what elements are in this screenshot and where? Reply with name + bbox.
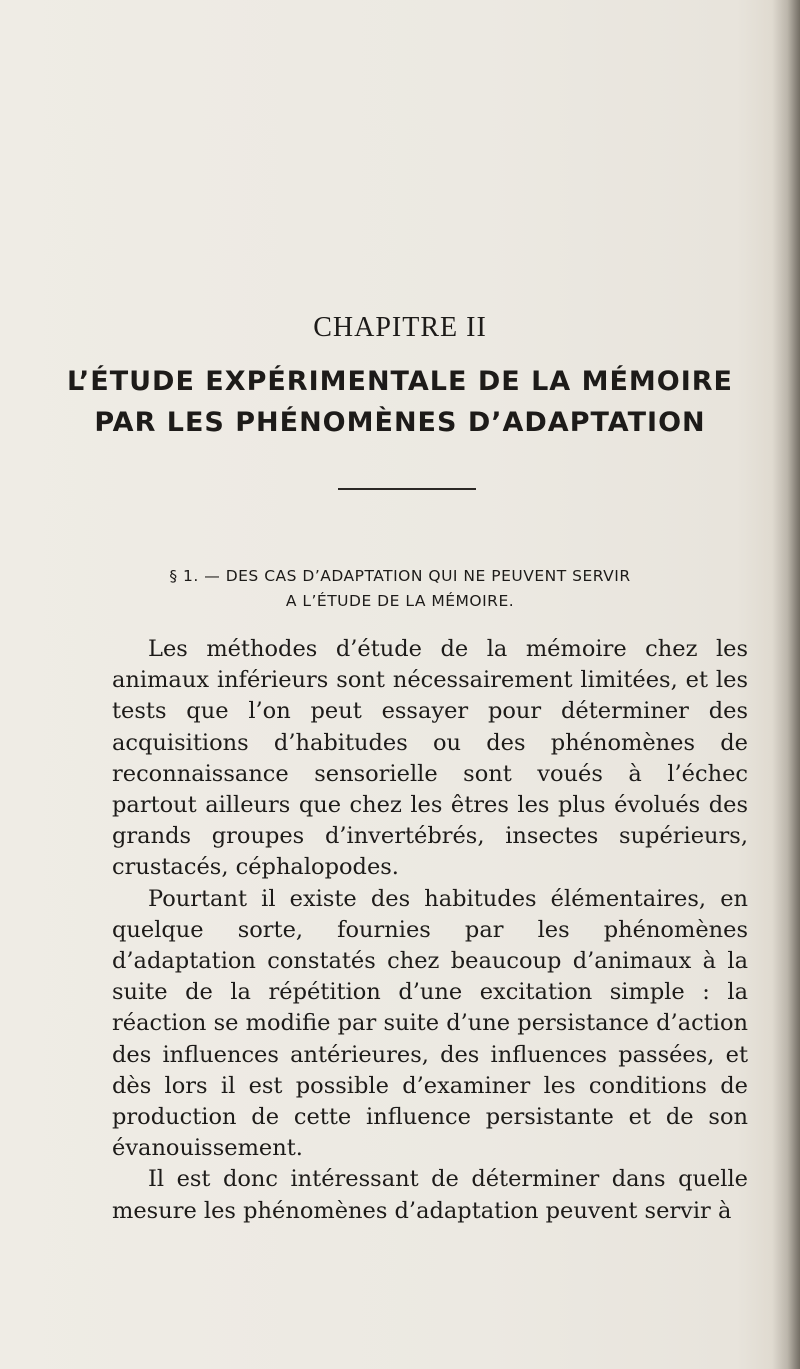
chapter-title-line-2: PAR LES PHÉNOMÈNES D’ADAPTATION	[94, 407, 706, 438]
paragraph-3: Il est donc intéressant de déterminer dans quelle mesure les phénomènes d’adaptation peuvent servir à	[112, 1166, 748, 1224]
page-edge-shadow	[772, 0, 800, 1369]
paragraph-2: Pourtant il existe des habitudes élémentaires, en quelque sorte, fournies par les phénomènes d’adaptation constatés chez beaucoup d’animaux à la suite de la répétition d’une excitation simple : la réaction se modifie par suite d’une persistance d’action des influences antérieures, des influences passées, et dès lors il est possible d’examiner les conditions de production de cette influence persistante et de son évanouissement.	[112, 885, 748, 1162]
chapter-heading: CHAPITRE II	[313, 312, 487, 343]
paragraph-1: Les méthodes d’étude de la mémoire chez les animaux inférieurs sont nécessairement limitées, et les tests que l’on peut essayer pour déterminer des acquisitions d’habitudes ou des phénomènes de reconnaissance sensorielle sont voués à l’échec partout ailleurs que chez les êtres les plus évolués des grands groupes d’invertébrés, insectes supérieurs, crustacés, céphalopodes.	[112, 636, 748, 881]
body-text	[112, 634, 748, 1227]
section-heading-line-2: A L’ÉTUDE DE LA MÉMOIRE.	[285, 592, 515, 610]
section-heading-line-1: § 1. — DES CAS D’ADAPTATION QUI NE PEUVENT SERVIR	[169, 567, 631, 585]
divider-rule	[338, 488, 476, 490]
chapter-title-line-1: L’ÉTUDE EXPÉRIMENTALE DE LA MÉMOIRE	[67, 366, 733, 397]
